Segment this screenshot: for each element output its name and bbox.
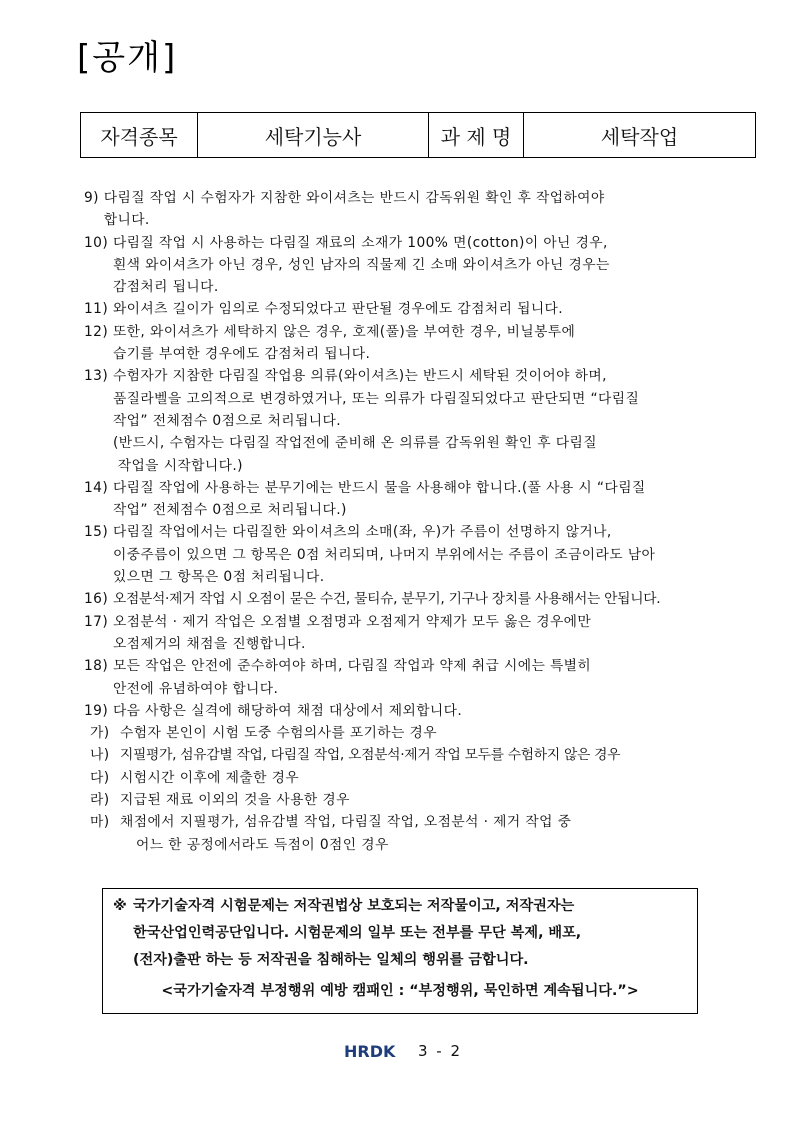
svg-text:HRDK: HRDK <box>344 1042 396 1060</box>
sub-item <box>84 811 744 856</box>
hrdk-logo <box>344 1042 406 1060</box>
list-item <box>84 232 744 299</box>
item-number: 11) <box>84 301 113 318</box>
instructions-list <box>84 187 744 856</box>
list-item <box>84 365 744 476</box>
sub-item-number: 마) <box>90 814 110 831</box>
sub-item-number: 라) <box>90 792 110 809</box>
item-line: 습기를 부여한 경우에도 감점처리 됩니다. <box>112 346 371 363</box>
sub-item-line: 시험시간 이후에 제출한 경우 <box>120 769 300 786</box>
list-item <box>84 321 744 366</box>
item-line: (반드시, 수험자는 다림질 작업전에 준비해 온 의류를 감독위원 확인 후 다림질 <box>112 435 597 452</box>
qualification-value: 세탁기능사 <box>198 113 429 158</box>
item-number: 15) <box>84 524 113 541</box>
item-line: 작업” 전체점수 0점으로 처리됩니다. <box>112 412 341 429</box>
sub-item-line: 수험자 본인이 시험 도중 수험의사를 포기하는 경우 <box>120 725 437 742</box>
item-line: 품질라벨을 고의적으로 변경하였거나, 또는 의류가 다림질되었다고 판단되면 “다림질 <box>112 390 640 407</box>
qualification-label: 자격종목 <box>81 113 198 158</box>
page-footer <box>344 1042 462 1060</box>
item-line: 또한, 와이셔츠가 세탁하지 않은 경우, 호제(풀)을 부여한 경우, 비닐봉투에 <box>112 323 576 340</box>
item-number: 19) <box>84 702 113 719</box>
item-line: 다림질 작업 시 수험자가 지참한 와이셔츠는 반드시 감독위원 확인 후 작업하여야 <box>103 190 605 206</box>
item-line: 오점제거의 채점을 진행합니다. <box>112 635 306 652</box>
sub-item <box>84 744 744 766</box>
item-line: 와이셔츠 길이가 임의로 수정되었다고 판단될 경우에도 감점처리 됩니다. <box>112 301 564 318</box>
sub-item-number: 가) <box>90 725 110 742</box>
item-line: 작업을 시작합니다.) <box>112 457 243 474</box>
item-line: 다음 사항은 실격에 해당하여 채점 대상에서 제외합니다. <box>112 702 463 719</box>
public-label: [공개] <box>77 38 178 78</box>
task-name-value: 세탁작업 <box>524 113 756 158</box>
item-number: 14) <box>84 479 113 496</box>
page-number: 3 - 2 <box>418 1042 463 1060</box>
notice-line: (전자)출판 하는 등 저작권을 침해하는 일체의 행위를 금합니다. <box>133 952 529 968</box>
list-item <box>84 611 744 656</box>
item-line: 다림질 작업에서는 다림질한 와이셔츠의 소매(좌, 우)가 주름이 선명하지 않거나, <box>112 524 612 541</box>
list-item <box>84 187 744 232</box>
item-line: 오점분석 · 제거 작업은 오점별 오점명과 오점제거 약제가 모두 옳은 경우에만 <box>112 613 592 630</box>
item-line: 다림질 작업에 사용하는 분무기에는 반드시 물을 사용해야 합니다.(풀 사용 시 “다림질 <box>112 479 646 496</box>
list-item <box>84 298 744 320</box>
subject-info-table <box>80 112 756 158</box>
item-number: 17) <box>84 613 113 630</box>
item-number: 12) <box>84 323 113 340</box>
sub-item-line: 지필평가, 섬유감별 작업, 다림질 작업, 오점분석·제거 작업 모두를 수험하지 않은 경우 <box>120 747 621 764</box>
copyright-notice-box <box>102 888 698 1014</box>
item-line: 수험자가 지참한 다림질 작업용 의류(와이셔츠)는 반드시 세탁된 것이어야 하며, <box>112 368 607 385</box>
item-line: 있으면 그 항목은 0점 처리됩니다. <box>112 569 325 586</box>
sub-item-number: 다) <box>90 769 110 786</box>
item-number: 10) <box>84 234 113 251</box>
list-item <box>84 655 744 700</box>
item-line: 합니다. <box>103 212 150 229</box>
item-line: 안전에 유념하여야 합니다. <box>112 680 279 697</box>
item-line: 이중주름이 있으면 그 항목은 0점 처리되며, 나머지 부위에서는 주름이 조금이라도 남아 <box>112 546 656 563</box>
campaign-text: <국가기술자격 부정행위 예방 캠패인 : “부정행위, 묵인하면 계속됩니다.”> <box>161 983 639 999</box>
list-item <box>84 700 744 722</box>
list-item <box>84 477 744 522</box>
notice-mark: ※ <box>113 898 127 914</box>
item-line: 감점처리 됩니다. <box>112 279 219 296</box>
item-line: 작업” 전체점수 0점으로 처리됩니다.) <box>112 502 347 519</box>
item-line: 모든 작업은 안전에 준수하여야 하며, 다림질 작업과 약제 취급 시에는 특별히 <box>112 658 592 675</box>
sub-item-number: 나) <box>90 747 110 764</box>
sub-item-line: 채점에서 지필평가, 섬유감별 작업, 다림질 작업, 오점분석 · 제거 작업 중 <box>120 814 572 831</box>
task-name-label: 과 제 명 <box>429 113 524 158</box>
item-number: 9) <box>84 190 104 206</box>
notice-line: 국가기술자격 시험문제는 저작권법상 보호되는 저작물이고, 저작권자는 <box>133 898 575 914</box>
item-number: 13) <box>84 368 113 385</box>
sub-item <box>84 789 744 811</box>
item-number: 18) <box>84 658 113 675</box>
item-line: 흰색 와이셔츠가 아닌 경우, 성인 남자의 직물제 긴 소매 와이셔츠가 아닌 경우는 <box>112 256 610 273</box>
list-item <box>84 588 744 610</box>
sub-item <box>84 767 744 789</box>
sub-item <box>84 722 744 744</box>
sub-item-line: 어느 한 공정에서라도 득점이 0점인 경우 <box>136 836 389 853</box>
item-line: 오점분석·제거 작업 시 오점이 묻은 수건, 물티슈, 분무기, 기구나 장치를 사용해서는 안됩니다. <box>112 591 661 608</box>
notice-line: 한국산업인력공단입니다. 시험문제의 일부 또는 전부를 무단 복제, 배포, <box>133 925 582 941</box>
item-line: 다림질 작업 시 사용하는 다림질 재료의 소재가 100% 면(cotton)이 아닌 경우, <box>112 234 608 251</box>
list-item <box>84 521 744 588</box>
item-number: 16) <box>84 591 113 608</box>
sub-item-line: 지급된 재료 이외의 것을 사용한 경우 <box>120 792 350 809</box>
